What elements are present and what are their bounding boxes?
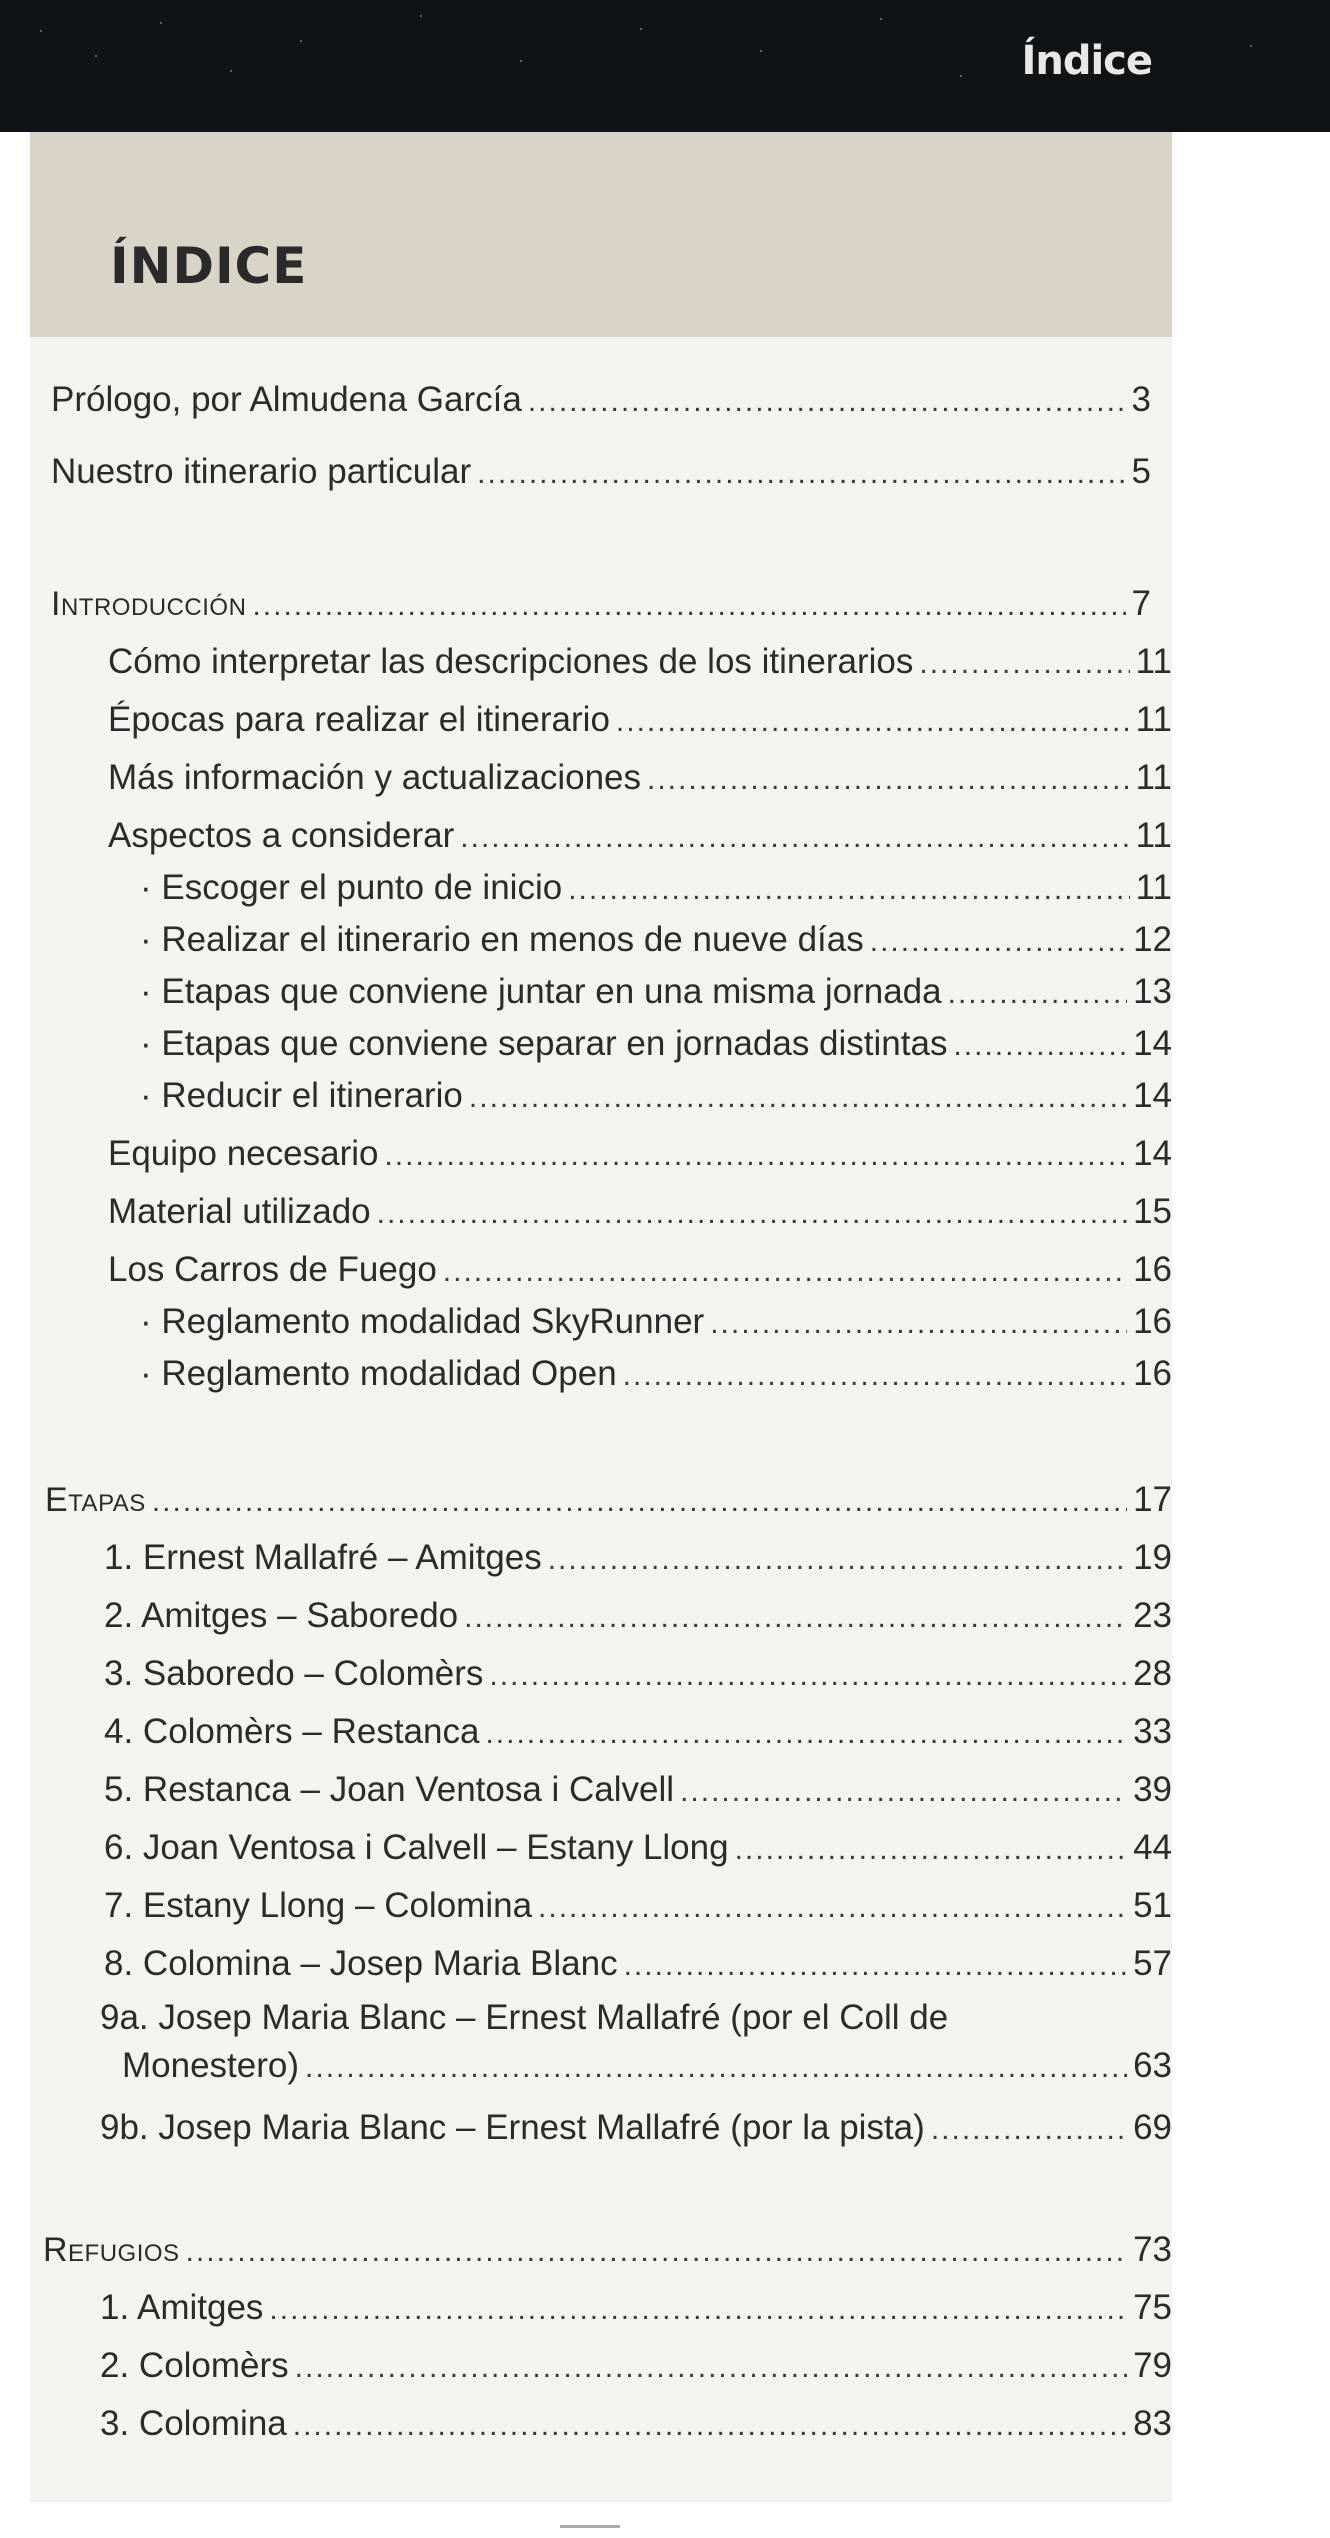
toc-entry-page: 13 [1133,972,1172,1011]
running-head: Índice [1021,38,1152,84]
top-bar [0,0,1330,132]
toc-entry [108,642,1172,684]
toc-page [30,132,1172,2502]
dot-leader [469,1078,1127,1118]
toc-section [43,2230,1172,2272]
dot-leader [295,2348,1127,2388]
toc-entry [104,1886,1172,1928]
dot-leader [538,1888,1127,1928]
toc-entry [104,1538,1172,1580]
toc-entry [140,1354,1172,1396]
dot-leader [460,818,1129,858]
toc-entry [104,1596,1172,1638]
toc-entry-label: 9b. Josep Maria Blanc – Ernest Mallafré (por la pista) [100,2108,925,2147]
dot-leader [919,644,1129,684]
toc-entry-label: Los Carros de Fuego [108,1250,437,1289]
toc-entry-page: 44 [1133,1828,1172,1867]
toc-entry [100,2288,1172,2330]
toc-entry-page: 51 [1133,1886,1172,1925]
dot-leader [710,1304,1127,1344]
dot-leader [186,2232,1127,2272]
toc-entry-first-line: 9a. Josep Maria Blanc – Ernest Mallafré (por el Coll de [100,1998,949,2037]
dot-leader [548,1540,1127,1580]
toc-entry-label: Nuestro itinerario particular [51,452,472,491]
toc-entry [100,2108,1172,2150]
toc-entry [140,1302,1172,1344]
dot-leader [152,1482,1127,1522]
toc-entry-label: 7. Estany Llong – Colomina [104,1886,533,1925]
toc-entry-page: 83 [1133,2404,1172,2443]
toc-entry [100,2346,1172,2388]
toc-entry [104,1712,1172,1754]
dot-leader [269,2290,1127,2330]
toc-entry-page: 11 [1135,816,1172,855]
toc-entry-page: 14 [1133,1024,1172,1063]
toc-entry-label: · Reglamento modalidad SkyRunner [140,1302,705,1341]
toc-entry-label: · Escoger el punto de inicio [140,868,563,907]
toc-entry-page: 33 [1133,1712,1172,1751]
dot-leader [680,1772,1127,1812]
toc-entry-page: 69 [1133,2108,1172,2147]
toc-section-label: Refugios [43,2231,180,2269]
toc-entry [140,1076,1172,1118]
toc-entry-page: 12 [1133,920,1172,959]
toc-entry-label: Épocas para realizar el itinerario [108,700,610,739]
toc-entry-page: 11 [1135,700,1172,739]
toc-entry [140,868,1172,910]
dot-leader [489,1656,1127,1696]
toc-entry [104,1828,1172,1870]
toc-entry [108,1192,1172,1234]
toc-entry-label: 6. Joan Ventosa i Calvell – Estany Llong [104,1828,729,1867]
toc-entry-label: 4. Colomèrs – Restanca [104,1712,480,1751]
toc-entry-label: Equipo necesario [108,1134,379,1173]
dot-leader [623,1356,1127,1396]
toc-entry-page: 23 [1133,1596,1172,1635]
toc-entry-page: 16 [1133,1354,1172,1393]
dot-leader [293,2406,1127,2446]
toc-section [51,584,1151,626]
toc-entry-label: Monestero) [122,2046,300,2085]
dot-leader [931,2110,1127,2150]
toc-entry-label: 2. Amitges – Saboredo [104,1596,459,1635]
toc-entry [104,1770,1172,1812]
toc-entry-page: 14 [1133,1076,1172,1115]
toc-entry-label: 1. Ernest Mallafré – Amitges [104,1538,542,1577]
toc-entry-label: · Etapas que conviene juntar en una misma jornada [140,972,942,1011]
toc-entry [140,1024,1172,1066]
toc-entry-page: 39 [1133,1770,1172,1809]
dot-leader [624,1946,1127,1986]
dot-leader [377,1194,1127,1234]
dot-leader [443,1252,1127,1292]
toc-entry-label: 2. Colomèrs [100,2346,289,2385]
toc-entry [104,1654,1172,1696]
page-title: ÍNDICE [110,237,308,295]
toc-entry-label: Más información y actualizaciones [108,758,642,797]
toc-entry [140,920,1172,962]
toc-entry [122,2046,1172,2088]
toc-entry-page: 11 [1135,642,1172,681]
toc-entry [108,1134,1172,1176]
dot-leader [870,922,1127,962]
dot-leader [485,1714,1127,1754]
toc-entry-page: 79 [1133,2346,1172,2385]
toc-entry-page: 63 [1133,2046,1172,2085]
dot-leader [305,2048,1127,2088]
page-footer-mark [560,2525,620,2536]
toc-entry-page: 19 [1133,1538,1172,1577]
toc-entry-label: 1. Amitges [100,2288,264,2327]
dot-leader [647,760,1130,800]
toc-section [45,1480,1172,1522]
dot-leader [616,702,1130,742]
dot-leader [568,870,1129,910]
toc-entry-label: Material utilizado [108,1192,371,1231]
toc-entry [104,1944,1172,1986]
toc-entry [108,1250,1172,1292]
toc-entry [100,2404,1172,2446]
toc-entry-label: Aspectos a considerar [108,816,455,855]
toc-entry-page: 16 [1133,1250,1172,1289]
dot-leader [953,1026,1127,1066]
toc-entry-page: 3 [1131,380,1151,419]
dot-leader [528,382,1126,422]
toc-entry-page: 15 [1133,1192,1172,1231]
toc-entry-page: 11 [1135,758,1172,797]
dot-leader [464,1598,1127,1638]
toc-entry-page: 73 [1133,2230,1172,2269]
dot-leader [948,974,1127,1014]
toc-entry-page: 14 [1133,1134,1172,1173]
toc-entry-page: 75 [1133,2288,1172,2327]
toc-entry-page: 17 [1133,1480,1172,1519]
toc-section-label: Etapas [45,1481,146,1519]
toc-entry-label: 3. Saboredo – Colomèrs [104,1654,484,1693]
toc-entry-page: 7 [1131,584,1151,623]
toc-entry-label: · Realizar el itinerario en menos de nueve días [140,920,864,959]
toc-entry-label: Prólogo, por Almudena García [51,380,522,419]
toc-entry-page: 57 [1133,1944,1172,1983]
toc-entry-label: Cómo interpretar las descripciones de los itinerarios [108,642,914,681]
toc-entry-label: 5. Restanca – Joan Ventosa i Calvell [104,1770,675,1809]
toc-entry [108,816,1172,858]
toc-entry-label: · Etapas que conviene separar en jornadas distintas [140,1024,948,1063]
toc-section-label: Introducción [51,585,247,623]
toc-entry-page: 5 [1131,452,1151,491]
toc-entry [140,972,1172,1014]
toc-entry [51,380,1151,422]
toc-entry [108,700,1172,742]
title-banner [30,132,1172,337]
toc-entry-label: 3. Colomina [100,2404,287,2443]
dot-leader [384,1136,1127,1176]
dot-leader [252,586,1125,626]
toc-entry-label: · Reglamento modalidad Open [140,1354,617,1393]
toc-entry [51,452,1151,494]
toc-entry-label: 8. Colomina – Josep Maria Blanc [104,1944,618,1983]
dot-leader [477,454,1125,494]
toc-entry-page: 11 [1135,868,1172,907]
toc-entry-page: 16 [1133,1302,1172,1341]
toc-entry [108,758,1172,800]
toc-entry-page: 28 [1133,1654,1172,1693]
toc-entry-label: · Reducir el itinerario [140,1076,463,1115]
dot-leader [735,1830,1127,1870]
